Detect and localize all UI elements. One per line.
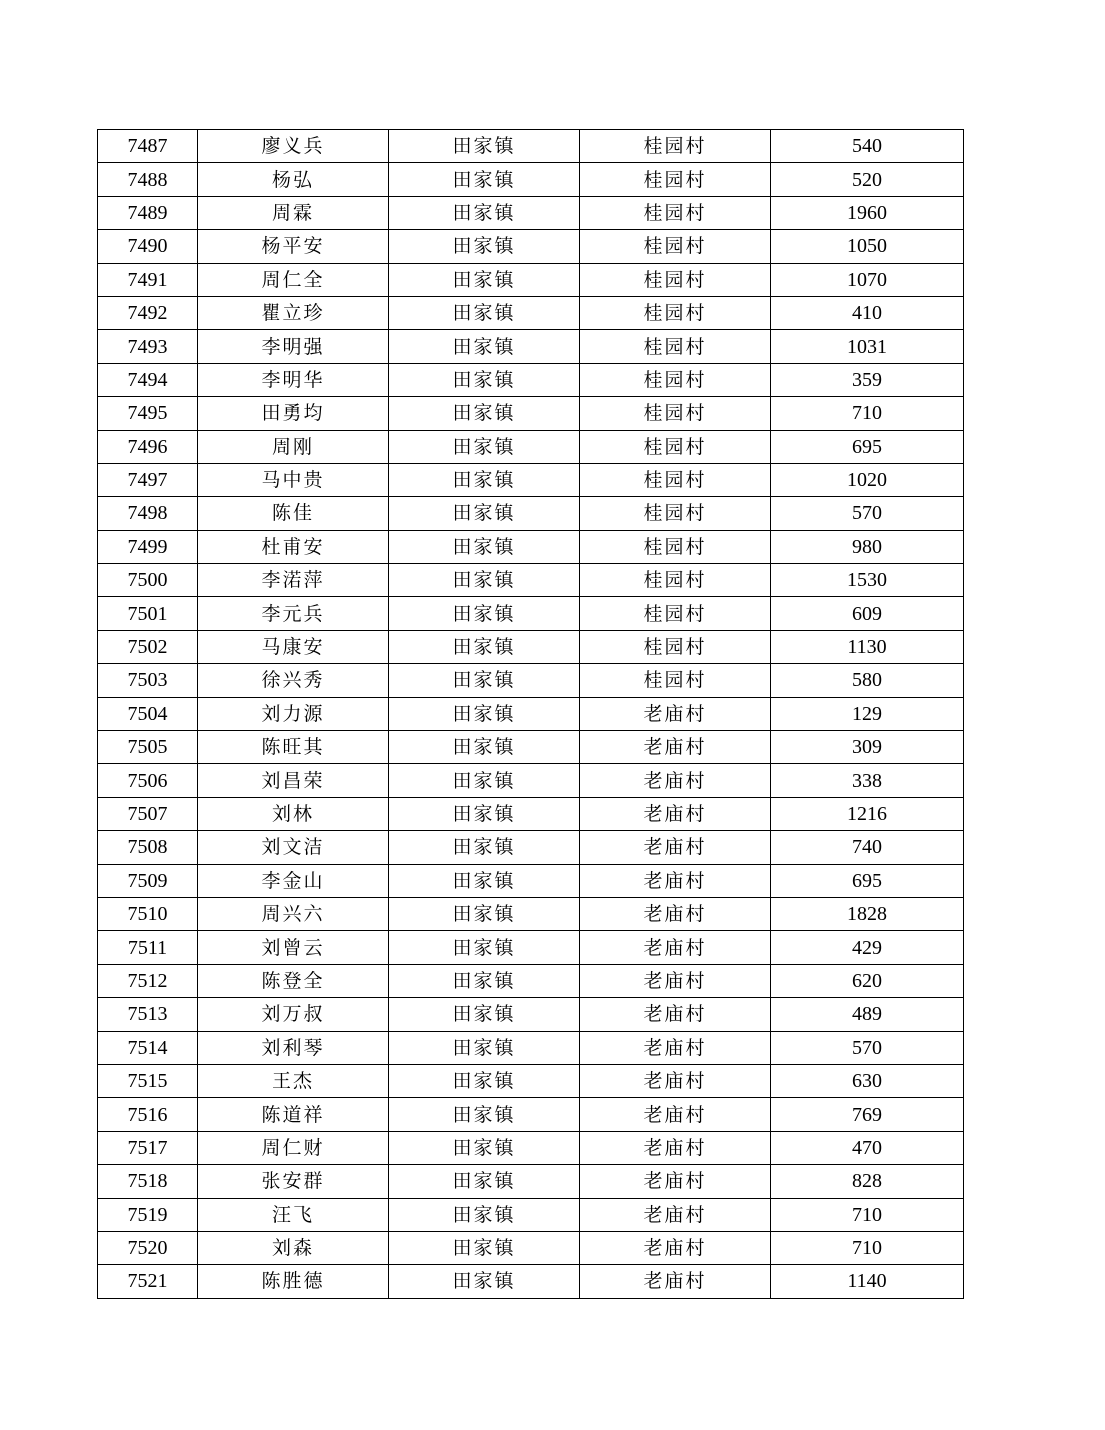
cell-town: 田家镇 xyxy=(389,263,580,296)
cell-amount: 828 xyxy=(771,1165,964,1198)
cell-person-name: 刘万叔 xyxy=(198,998,389,1031)
cell-person-name: 瞿立珍 xyxy=(198,296,389,329)
cell-village: 老庙村 xyxy=(580,1198,771,1231)
cell-serial-number: 7495 xyxy=(98,397,198,430)
table-row xyxy=(98,263,964,296)
cell-town: 田家镇 xyxy=(389,163,580,196)
table-row xyxy=(98,731,964,764)
cell-village: 桂园村 xyxy=(580,397,771,430)
cell-person-name: 陈佳 xyxy=(198,497,389,530)
cell-village: 老庙村 xyxy=(580,697,771,730)
cell-serial-number: 7507 xyxy=(98,797,198,830)
cell-town: 田家镇 xyxy=(389,397,580,430)
cell-serial-number: 7521 xyxy=(98,1265,198,1298)
table-row xyxy=(98,831,964,864)
cell-village: 老庙村 xyxy=(580,864,771,897)
cell-town: 田家镇 xyxy=(389,998,580,1031)
cell-amount: 470 xyxy=(771,1131,964,1164)
cell-village: 桂园村 xyxy=(580,564,771,597)
cell-person-name: 杨平安 xyxy=(198,230,389,263)
cell-serial-number: 7502 xyxy=(98,630,198,663)
cell-town: 田家镇 xyxy=(389,530,580,563)
cell-amount: 740 xyxy=(771,831,964,864)
cell-amount: 630 xyxy=(771,1064,964,1097)
cell-town: 田家镇 xyxy=(389,597,580,630)
cell-amount: 710 xyxy=(771,1198,964,1231)
cell-town: 田家镇 xyxy=(389,797,580,830)
cell-person-name: 李金山 xyxy=(198,864,389,897)
cell-village: 老庙村 xyxy=(580,931,771,964)
table-row xyxy=(98,998,964,1031)
cell-town: 田家镇 xyxy=(389,130,580,163)
cell-amount: 580 xyxy=(771,664,964,697)
cell-town: 田家镇 xyxy=(389,1198,580,1231)
cell-amount: 129 xyxy=(771,697,964,730)
cell-town: 田家镇 xyxy=(389,931,580,964)
cell-serial-number: 7505 xyxy=(98,731,198,764)
cell-town: 田家镇 xyxy=(389,430,580,463)
cell-serial-number: 7510 xyxy=(98,897,198,930)
cell-person-name: 周仁全 xyxy=(198,263,389,296)
cell-person-name: 陈胜德 xyxy=(198,1265,389,1298)
cell-person-name: 刘力源 xyxy=(198,697,389,730)
cell-serial-number: 7515 xyxy=(98,1064,198,1097)
cell-village: 老庙村 xyxy=(580,1098,771,1131)
table-row xyxy=(98,1064,964,1097)
cell-town: 田家镇 xyxy=(389,463,580,496)
cell-serial-number: 7497 xyxy=(98,463,198,496)
cell-serial-number: 7493 xyxy=(98,330,198,363)
cell-amount: 710 xyxy=(771,1231,964,1264)
table-row xyxy=(98,1231,964,1264)
cell-amount: 338 xyxy=(771,764,964,797)
cell-person-name: 徐兴秀 xyxy=(198,664,389,697)
cell-serial-number: 7503 xyxy=(98,664,198,697)
cell-amount: 1140 xyxy=(771,1265,964,1298)
cell-amount: 1050 xyxy=(771,230,964,263)
cell-amount: 1960 xyxy=(771,196,964,229)
cell-town: 田家镇 xyxy=(389,497,580,530)
cell-person-name: 马康安 xyxy=(198,630,389,663)
table-row xyxy=(98,330,964,363)
cell-village: 桂园村 xyxy=(580,296,771,329)
cell-person-name: 张安群 xyxy=(198,1165,389,1198)
cell-serial-number: 7498 xyxy=(98,497,198,530)
cell-person-name: 李渃萍 xyxy=(198,564,389,597)
table-row xyxy=(98,530,964,563)
table-row xyxy=(98,1165,964,1198)
cell-person-name: 李明华 xyxy=(198,363,389,396)
cell-serial-number: 7520 xyxy=(98,1231,198,1264)
cell-person-name: 陈登全 xyxy=(198,964,389,997)
cell-village: 桂园村 xyxy=(580,463,771,496)
cell-amount: 309 xyxy=(771,731,964,764)
cell-serial-number: 7496 xyxy=(98,430,198,463)
cell-town: 田家镇 xyxy=(389,1098,580,1131)
cell-serial-number: 7500 xyxy=(98,564,198,597)
cell-serial-number: 7488 xyxy=(98,163,198,196)
table-row xyxy=(98,864,964,897)
cell-person-name: 陈道祥 xyxy=(198,1098,389,1131)
cell-amount: 429 xyxy=(771,931,964,964)
cell-town: 田家镇 xyxy=(389,897,580,930)
cell-person-name: 李元兵 xyxy=(198,597,389,630)
cell-serial-number: 7501 xyxy=(98,597,198,630)
table-row xyxy=(98,564,964,597)
cell-amount: 980 xyxy=(771,530,964,563)
cell-village: 桂园村 xyxy=(580,130,771,163)
cell-serial-number: 7494 xyxy=(98,363,198,396)
cell-amount: 1070 xyxy=(771,263,964,296)
cell-amount: 1031 xyxy=(771,330,964,363)
table-row xyxy=(98,397,964,430)
cell-serial-number: 7487 xyxy=(98,130,198,163)
cell-amount: 620 xyxy=(771,964,964,997)
cell-village: 桂园村 xyxy=(580,497,771,530)
cell-person-name: 刘林 xyxy=(198,797,389,830)
table-row xyxy=(98,1265,964,1298)
cell-person-name: 周仁财 xyxy=(198,1131,389,1164)
cell-village: 老庙村 xyxy=(580,1031,771,1064)
cell-serial-number: 7511 xyxy=(98,931,198,964)
table-row xyxy=(98,797,964,830)
cell-village: 老庙村 xyxy=(580,1165,771,1198)
cell-town: 田家镇 xyxy=(389,731,580,764)
table-row xyxy=(98,1031,964,1064)
table-row xyxy=(98,897,964,930)
table-row xyxy=(98,163,964,196)
cell-serial-number: 7512 xyxy=(98,964,198,997)
cell-town: 田家镇 xyxy=(389,964,580,997)
cell-serial-number: 7517 xyxy=(98,1131,198,1164)
cell-amount: 540 xyxy=(771,130,964,163)
cell-person-name: 周兴六 xyxy=(198,897,389,930)
cell-village: 桂园村 xyxy=(580,330,771,363)
cell-village: 桂园村 xyxy=(580,196,771,229)
cell-serial-number: 7489 xyxy=(98,196,198,229)
cell-village: 老庙村 xyxy=(580,731,771,764)
table-row xyxy=(98,363,964,396)
cell-town: 田家镇 xyxy=(389,864,580,897)
cell-person-name: 李明强 xyxy=(198,330,389,363)
cell-amount: 1828 xyxy=(771,897,964,930)
data-table xyxy=(97,129,964,1299)
cell-village: 桂园村 xyxy=(580,597,771,630)
cell-person-name: 马中贵 xyxy=(198,463,389,496)
table-row xyxy=(98,1131,964,1164)
cell-amount: 695 xyxy=(771,864,964,897)
cell-village: 桂园村 xyxy=(580,530,771,563)
cell-person-name: 刘利琴 xyxy=(198,1031,389,1064)
table-row xyxy=(98,664,964,697)
cell-town: 田家镇 xyxy=(389,1131,580,1164)
cell-serial-number: 7514 xyxy=(98,1031,198,1064)
table-row xyxy=(98,630,964,663)
cell-amount: 1130 xyxy=(771,630,964,663)
cell-person-name: 廖义兵 xyxy=(198,130,389,163)
cell-amount: 695 xyxy=(771,430,964,463)
cell-village: 桂园村 xyxy=(580,363,771,396)
cell-town: 田家镇 xyxy=(389,1031,580,1064)
cell-serial-number: 7518 xyxy=(98,1165,198,1198)
table-row xyxy=(98,230,964,263)
cell-person-name: 刘昌荣 xyxy=(198,764,389,797)
cell-serial-number: 7509 xyxy=(98,864,198,897)
cell-town: 田家镇 xyxy=(389,564,580,597)
cell-village: 老庙村 xyxy=(580,1265,771,1298)
table-row xyxy=(98,697,964,730)
cell-serial-number: 7506 xyxy=(98,764,198,797)
table-row xyxy=(98,931,964,964)
table-row xyxy=(98,597,964,630)
cell-person-name: 周霖 xyxy=(198,196,389,229)
cell-person-name: 汪飞 xyxy=(198,1198,389,1231)
cell-town: 田家镇 xyxy=(389,1231,580,1264)
cell-amount: 1216 xyxy=(771,797,964,830)
cell-village: 桂园村 xyxy=(580,630,771,663)
cell-town: 田家镇 xyxy=(389,630,580,663)
cell-person-name: 周刚 xyxy=(198,430,389,463)
cell-serial-number: 7516 xyxy=(98,1098,198,1131)
cell-village: 老庙村 xyxy=(580,1064,771,1097)
cell-town: 田家镇 xyxy=(389,330,580,363)
cell-town: 田家镇 xyxy=(389,831,580,864)
cell-amount: 1530 xyxy=(771,564,964,597)
cell-amount: 520 xyxy=(771,163,964,196)
cell-village: 老庙村 xyxy=(580,797,771,830)
cell-amount: 609 xyxy=(771,597,964,630)
cell-town: 田家镇 xyxy=(389,1064,580,1097)
cell-serial-number: 7499 xyxy=(98,530,198,563)
cell-town: 田家镇 xyxy=(389,296,580,329)
cell-serial-number: 7504 xyxy=(98,697,198,730)
cell-serial-number: 7491 xyxy=(98,263,198,296)
cell-amount: 570 xyxy=(771,1031,964,1064)
cell-village: 老庙村 xyxy=(580,764,771,797)
cell-village: 桂园村 xyxy=(580,163,771,196)
cell-village: 老庙村 xyxy=(580,998,771,1031)
table-row xyxy=(98,463,964,496)
table-row xyxy=(98,1198,964,1231)
table-row xyxy=(98,430,964,463)
cell-village: 老庙村 xyxy=(580,1131,771,1164)
cell-town: 田家镇 xyxy=(389,363,580,396)
cell-person-name: 王杰 xyxy=(198,1064,389,1097)
cell-town: 田家镇 xyxy=(389,664,580,697)
cell-amount: 1020 xyxy=(771,463,964,496)
table-row xyxy=(98,964,964,997)
cell-village: 老庙村 xyxy=(580,1231,771,1264)
cell-village: 桂园村 xyxy=(580,664,771,697)
cell-amount: 769 xyxy=(771,1098,964,1131)
cell-amount: 359 xyxy=(771,363,964,396)
cell-person-name: 刘文洁 xyxy=(198,831,389,864)
cell-person-name: 杨弘 xyxy=(198,163,389,196)
cell-town: 田家镇 xyxy=(389,230,580,263)
cell-person-name: 刘曾云 xyxy=(198,931,389,964)
cell-serial-number: 7492 xyxy=(98,296,198,329)
cell-village: 老庙村 xyxy=(580,964,771,997)
table-row xyxy=(98,497,964,530)
cell-village: 桂园村 xyxy=(580,430,771,463)
cell-village: 老庙村 xyxy=(580,831,771,864)
cell-person-name: 杜甫安 xyxy=(198,530,389,563)
table-row xyxy=(98,296,964,329)
table-row xyxy=(98,1098,964,1131)
cell-amount: 410 xyxy=(771,296,964,329)
cell-town: 田家镇 xyxy=(389,764,580,797)
cell-amount: 489 xyxy=(771,998,964,1031)
cell-town: 田家镇 xyxy=(389,1265,580,1298)
cell-amount: 570 xyxy=(771,497,964,530)
cell-village: 桂园村 xyxy=(580,263,771,296)
cell-serial-number: 7513 xyxy=(98,998,198,1031)
cell-village: 桂园村 xyxy=(580,230,771,263)
cell-town: 田家镇 xyxy=(389,196,580,229)
table-body xyxy=(98,130,964,1299)
cell-person-name: 刘森 xyxy=(198,1231,389,1264)
table-row xyxy=(98,130,964,163)
table-row xyxy=(98,764,964,797)
cell-serial-number: 7490 xyxy=(98,230,198,263)
cell-person-name: 陈旺其 xyxy=(198,731,389,764)
cell-serial-number: 7508 xyxy=(98,831,198,864)
cell-amount: 710 xyxy=(771,397,964,430)
cell-village: 老庙村 xyxy=(580,897,771,930)
cell-town: 田家镇 xyxy=(389,697,580,730)
cell-town: 田家镇 xyxy=(389,1165,580,1198)
cell-person-name: 田勇均 xyxy=(198,397,389,430)
cell-serial-number: 7519 xyxy=(98,1198,198,1231)
table-row xyxy=(98,196,964,229)
